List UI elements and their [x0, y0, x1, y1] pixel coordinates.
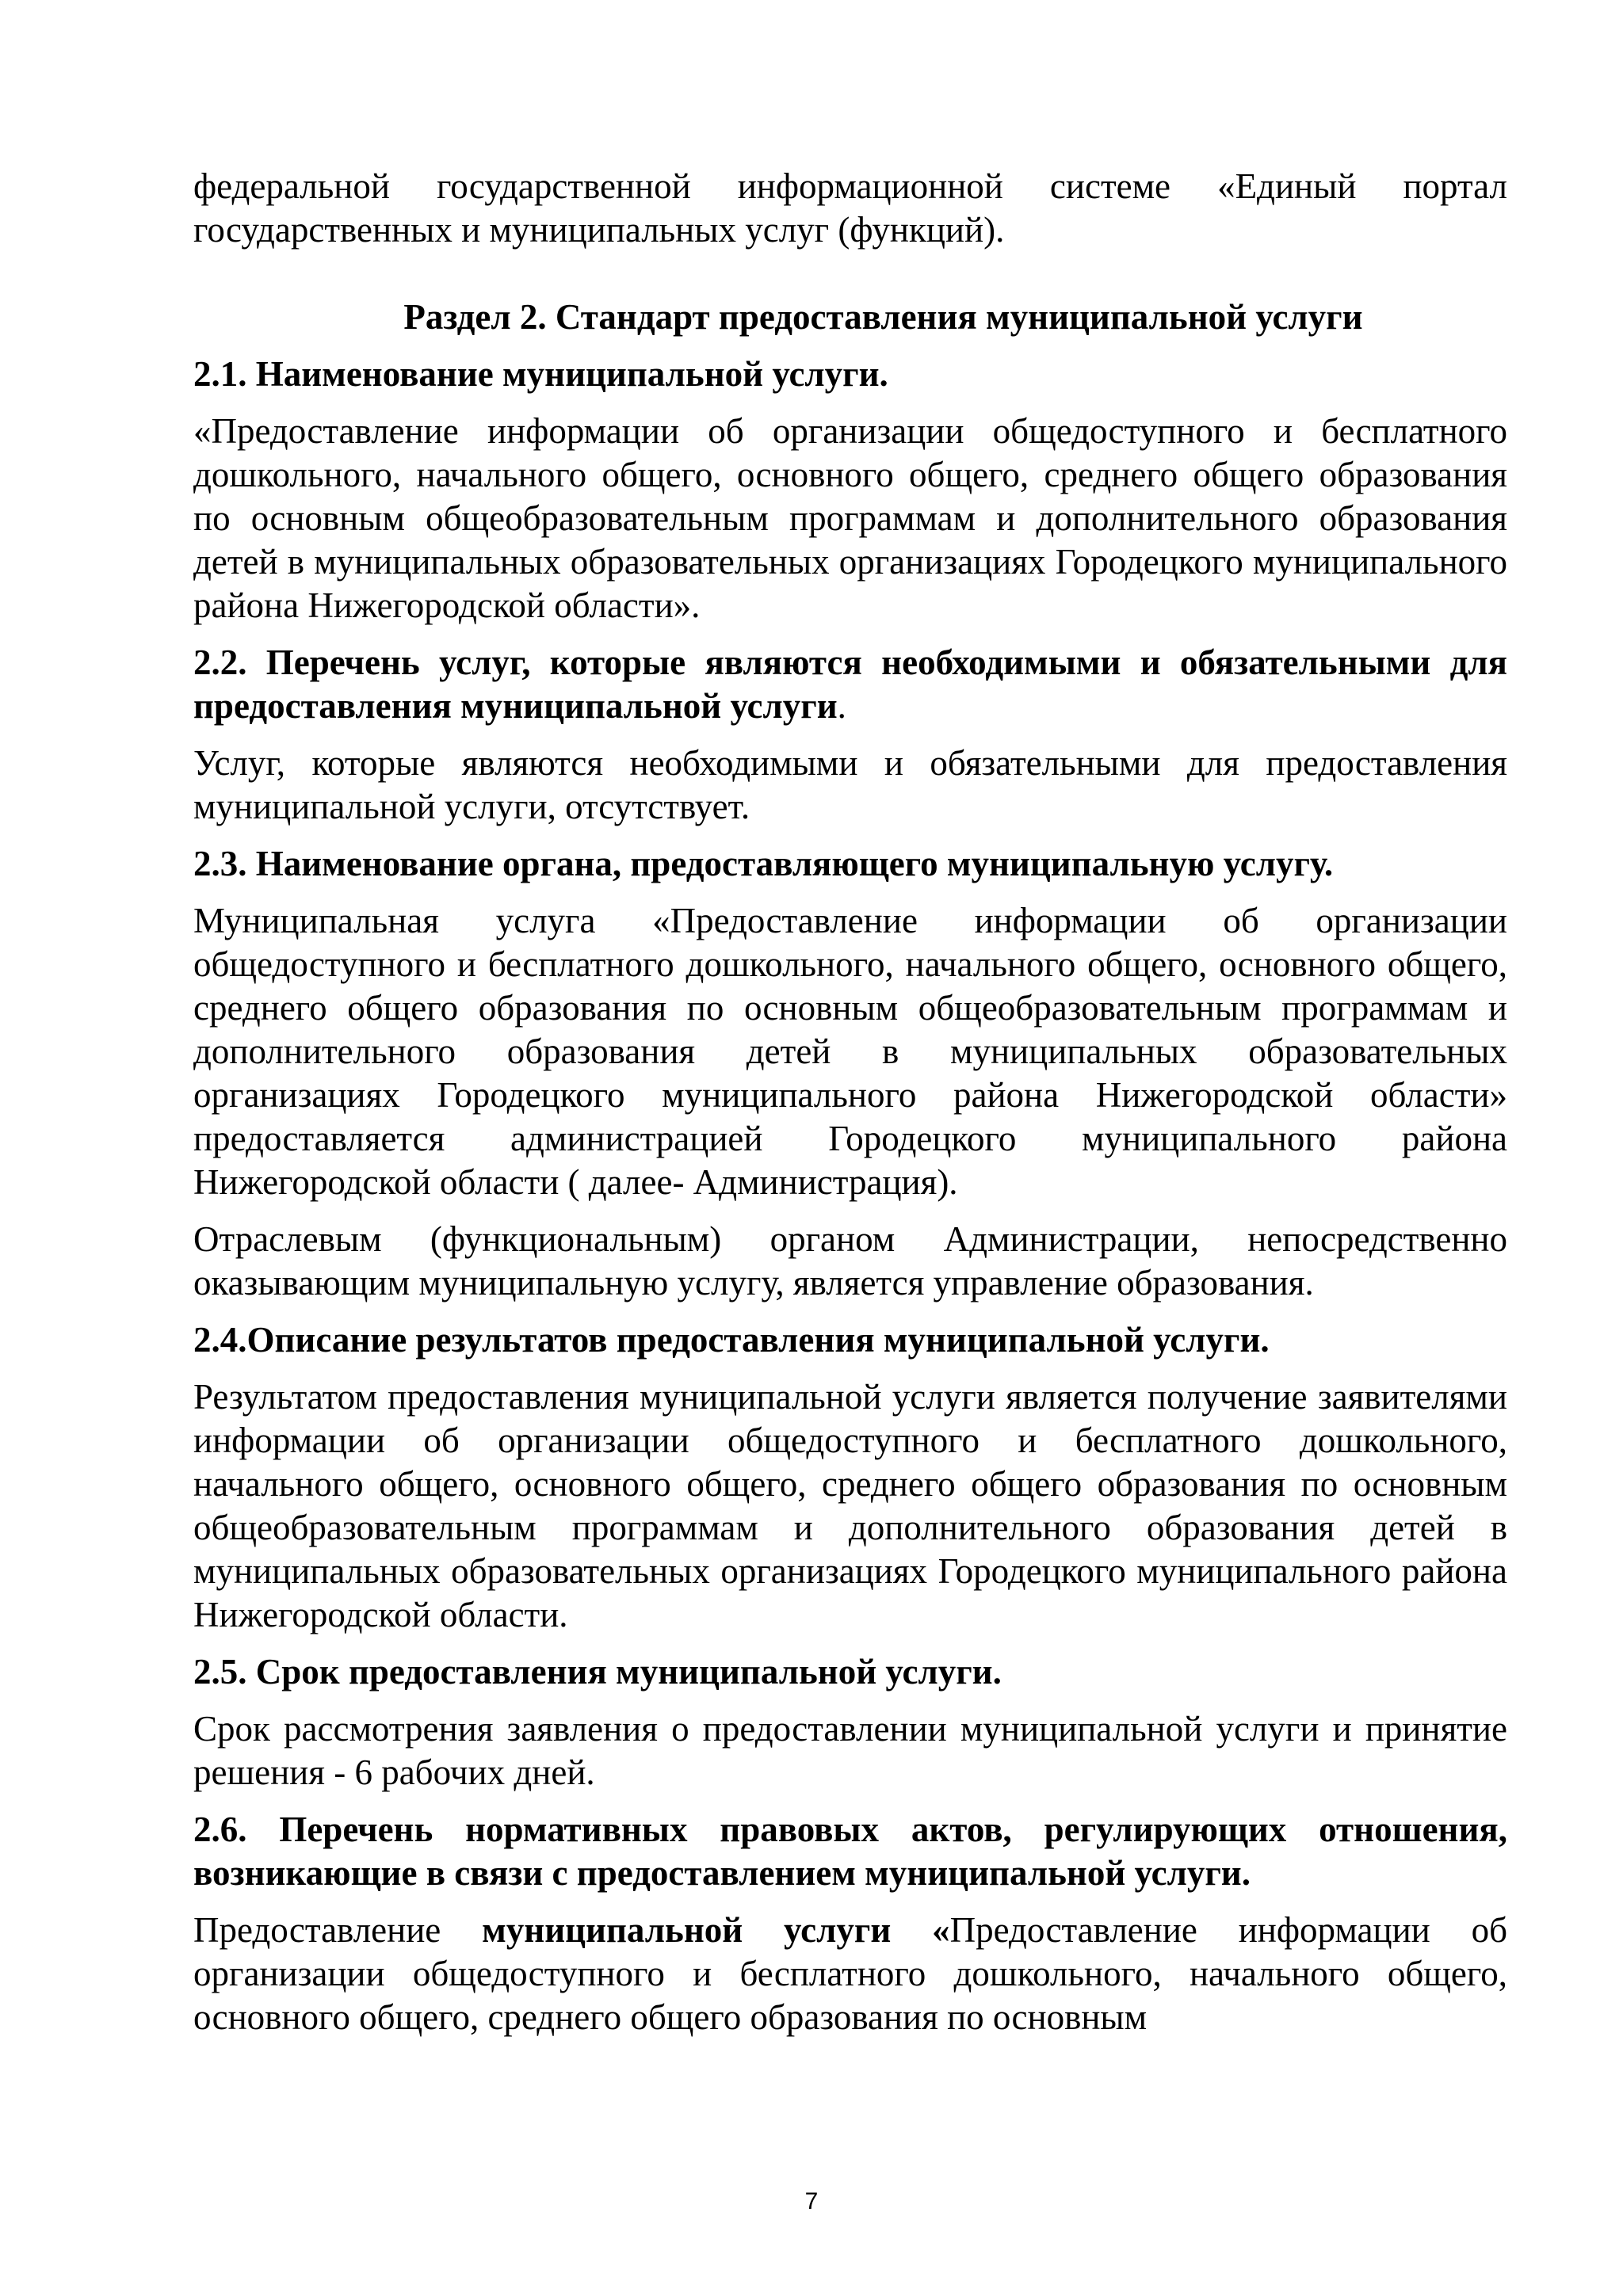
heading-2-4: 2.4.Описание результатов предоставления муниципальной услуги. [193, 1320, 1270, 1360]
paragraph-2-3b: Отраслевым (функциональным) органом Администрации, непосредственно оказывающим муниципальную услугу, является управление образования. [193, 1219, 1507, 1302]
paragraph-2-3a: Муниципальная услуга «Предоставление информации об организации общедоступного и бесплатного дошкольного, начального общего, основного общего, среднего общего образования по основным общеобразовательным программам и дополнительного образования детей в муниципальных образовательных организациях Городецкого муниципального района Нижегородской области» предоставляется администрацией Городецкого муниципального района Нижегородской области ( далее- Администрация). [193, 901, 1507, 1202]
heading-2-2-tail: . [837, 686, 846, 726]
paragraph-2-6-rest: Предоставление информации об организации общедоступного и бесплатного дошкольного, начального общего, основного общего, среднего общего образования по основным [193, 1910, 1507, 2037]
intro-paragraph: федеральной государственной информационной системе «Единый портал государственных и муниципальных услуг (функций). [193, 166, 1507, 250]
paragraph-2-5: Срок рассмотрения заявления о предоставлении муниципальной услуги и принятие решения - 6 рабочих дней. [193, 1709, 1507, 1792]
paragraph-2-4: Результатом предоставления муниципальной услуги является получение заявителями информации об организации общедоступного и бесплатного дошкольного, начального общего, основного общего, среднего общего образования по основным общеобразовательным программам и дополнительного образования детей в муниципальных образовательных организациях Городецкого муниципального района Нижегородской области. [193, 1377, 1507, 1634]
section-title: Раздел 2. Стандарт предоставления муниципальной услуги [403, 297, 1363, 337]
paragraph-2-6-start: Предоставление [193, 1910, 483, 1950]
paragraph-2-6 [193, 1909, 1507, 2039]
paragraph-2-1: «Предоставление информации об организации общедоступного и бесплатного дошкольного, начального общего, основного общего, среднего общего образования по основным общеобразовательным программам и дополнительного образования детей в муниципальных образовательных организациях Городецкого муниципального района Нижегородской области». [193, 411, 1507, 625]
document-page [193, 165, 1507, 2039]
heading-2-3: 2.3. Наименование органа, предоставляющего муниципальную услугу. [193, 844, 1334, 883]
heading-2-1: 2.1. Наименование муниципальной услуги. [193, 354, 888, 394]
paragraph-2-6-bold: муниципальной услуги « [482, 1910, 950, 1950]
heading-2-2-text: 2.2. Перечень услуг, которые являются необходимыми и обязательными для предоставления муниципальной услуги [193, 643, 1507, 726]
heading-2-5: 2.5. Срок предоставления муниципальной услуги. [193, 1652, 1002, 1691]
paragraph-2-2: Услуг, которые являются необходимыми и обязательными для предоставления муниципальной услуги, отсутствует. [193, 743, 1507, 826]
page-number: 7 [804, 2188, 819, 2214]
heading-2-2 [193, 641, 1507, 728]
heading-2-6: 2.6. Перечень нормативных правовых актов, регулирующих отношения, возникающие в связи с предоставлением муниципальной услуги. [193, 1810, 1507, 1893]
